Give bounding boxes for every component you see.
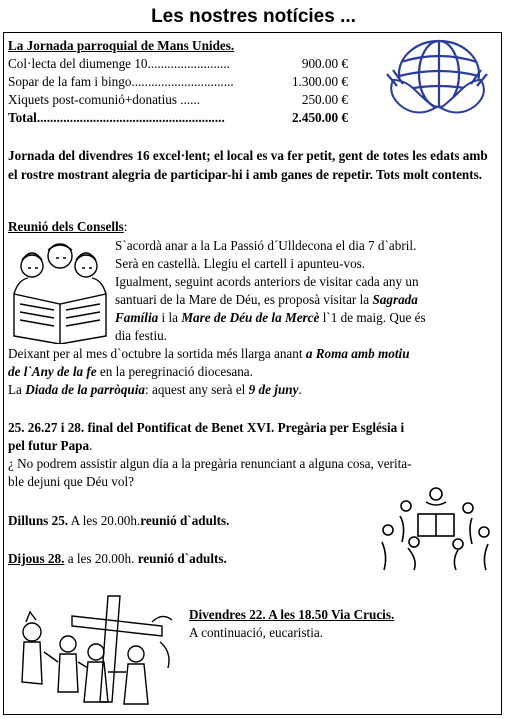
consells-text: La xyxy=(8,382,26,397)
row-amount: 1.300.00 € xyxy=(291,74,348,89)
dilluns-bold: reunió d`adults. xyxy=(140,513,230,528)
consells-emphasis: Família xyxy=(115,310,159,325)
row-amount: 250.00 € xyxy=(301,92,348,107)
consells-line: S`acordà anar a la La Passió d´Ulldecona el dia 7 d`abril. xyxy=(115,238,417,253)
dijous-day: Dijous 28. xyxy=(8,551,65,566)
total-amount: 2.450.00 € xyxy=(291,110,348,125)
consells-line xyxy=(115,309,426,327)
consells-line xyxy=(115,291,418,309)
pontificat-line xyxy=(8,437,92,455)
consells-emphasis: Mare de Déu de la Mercè xyxy=(181,310,320,325)
jornada-heading: La Jornada parroquial de Mans Unides. xyxy=(8,38,235,53)
page-title: Les nostres notícies ... xyxy=(151,6,356,27)
consells-emphasis: de l`Any de la fe xyxy=(8,364,97,379)
consells-line: dia festiu. xyxy=(115,328,168,343)
consells-line: Igualment, seguint acords anteriors de visitar cada any un xyxy=(115,274,419,289)
dilluns-line xyxy=(8,512,229,530)
consells-text: l`1 de maig. Que és xyxy=(319,310,426,325)
consells-text: : aquest any serà el xyxy=(145,382,249,397)
consells-colon: : xyxy=(123,219,128,234)
consells-heading-line xyxy=(8,218,127,236)
consells-text: . xyxy=(298,382,302,397)
row-label: Xiquets post-comunió+donatius ...... xyxy=(8,92,201,107)
consells-emphasis: 9 de juny xyxy=(248,382,299,397)
pontificat-text: . xyxy=(89,438,93,453)
row-amount: 900.00 € xyxy=(301,56,348,71)
pontificat-emphasis: pel futur Papa xyxy=(8,438,90,453)
pontificat-line: ¿ No podrem assistir algun dia a la pregària renunciant a alguna cosa, verita- xyxy=(8,456,412,471)
consells-line: Serà en castellà. Llegiu el cartell i apunteu-vos. xyxy=(115,256,366,271)
consells-text: i la xyxy=(158,310,182,325)
consells-emphasis: a Roma amb motiu xyxy=(305,346,410,361)
jornada-summary: Jornada del divendres 16 excel·lent; el local es va fer petit, gent de totes les edats amb el rostre mostrant alegria de participar-hi i amb ganes de repetir. Tots molt contents. xyxy=(8,148,488,182)
consells-line xyxy=(8,345,410,363)
globe-hands-logo xyxy=(383,36,491,120)
total-label: Total......................................................... xyxy=(8,110,225,125)
dilluns-day: Dilluns 25. xyxy=(8,513,69,528)
dijous-text: a les 20.00h. xyxy=(64,551,135,566)
pontificat-line: 25. 26.27 i 28. final del Pontificat de Benet XVI. Pregària per Església i xyxy=(8,420,405,435)
row-label: Sopar de la fam i bingo............................... xyxy=(8,74,234,89)
divendres-heading: Divendres 22. A les 18.50 Via Crucis. xyxy=(189,607,395,622)
consells-text: Deixant per al mes d`octubre la sortida més llarga anant xyxy=(8,346,306,361)
people-reading-illustration xyxy=(8,240,112,344)
row-label: Col·lecta del diumenge 10......................... xyxy=(8,56,230,71)
dijous-line xyxy=(8,550,227,568)
consells-line xyxy=(8,363,253,381)
consells-text: en la peregrinació diocesana. xyxy=(96,364,253,379)
consells-text: santuari de la Mare de Déu, es proposà visitar la xyxy=(115,292,373,307)
dilluns-text: A les 20.00h. xyxy=(68,513,141,528)
dijous-bold: reunió d`adults. xyxy=(134,551,227,566)
divendres-text: A continuació, eucaristia. xyxy=(189,625,324,640)
consells-emphasis: Sagrada xyxy=(372,292,418,307)
consells-line xyxy=(8,381,302,399)
consells-heading: Reunió dels Consells xyxy=(8,219,124,234)
pontificat-line: ble dejuni que Déu vol? xyxy=(8,474,134,489)
consells-emphasis: Diada de la parròquia xyxy=(25,382,146,397)
via-crucis-illustration xyxy=(12,592,182,710)
group-meeting-illustration xyxy=(378,486,494,572)
